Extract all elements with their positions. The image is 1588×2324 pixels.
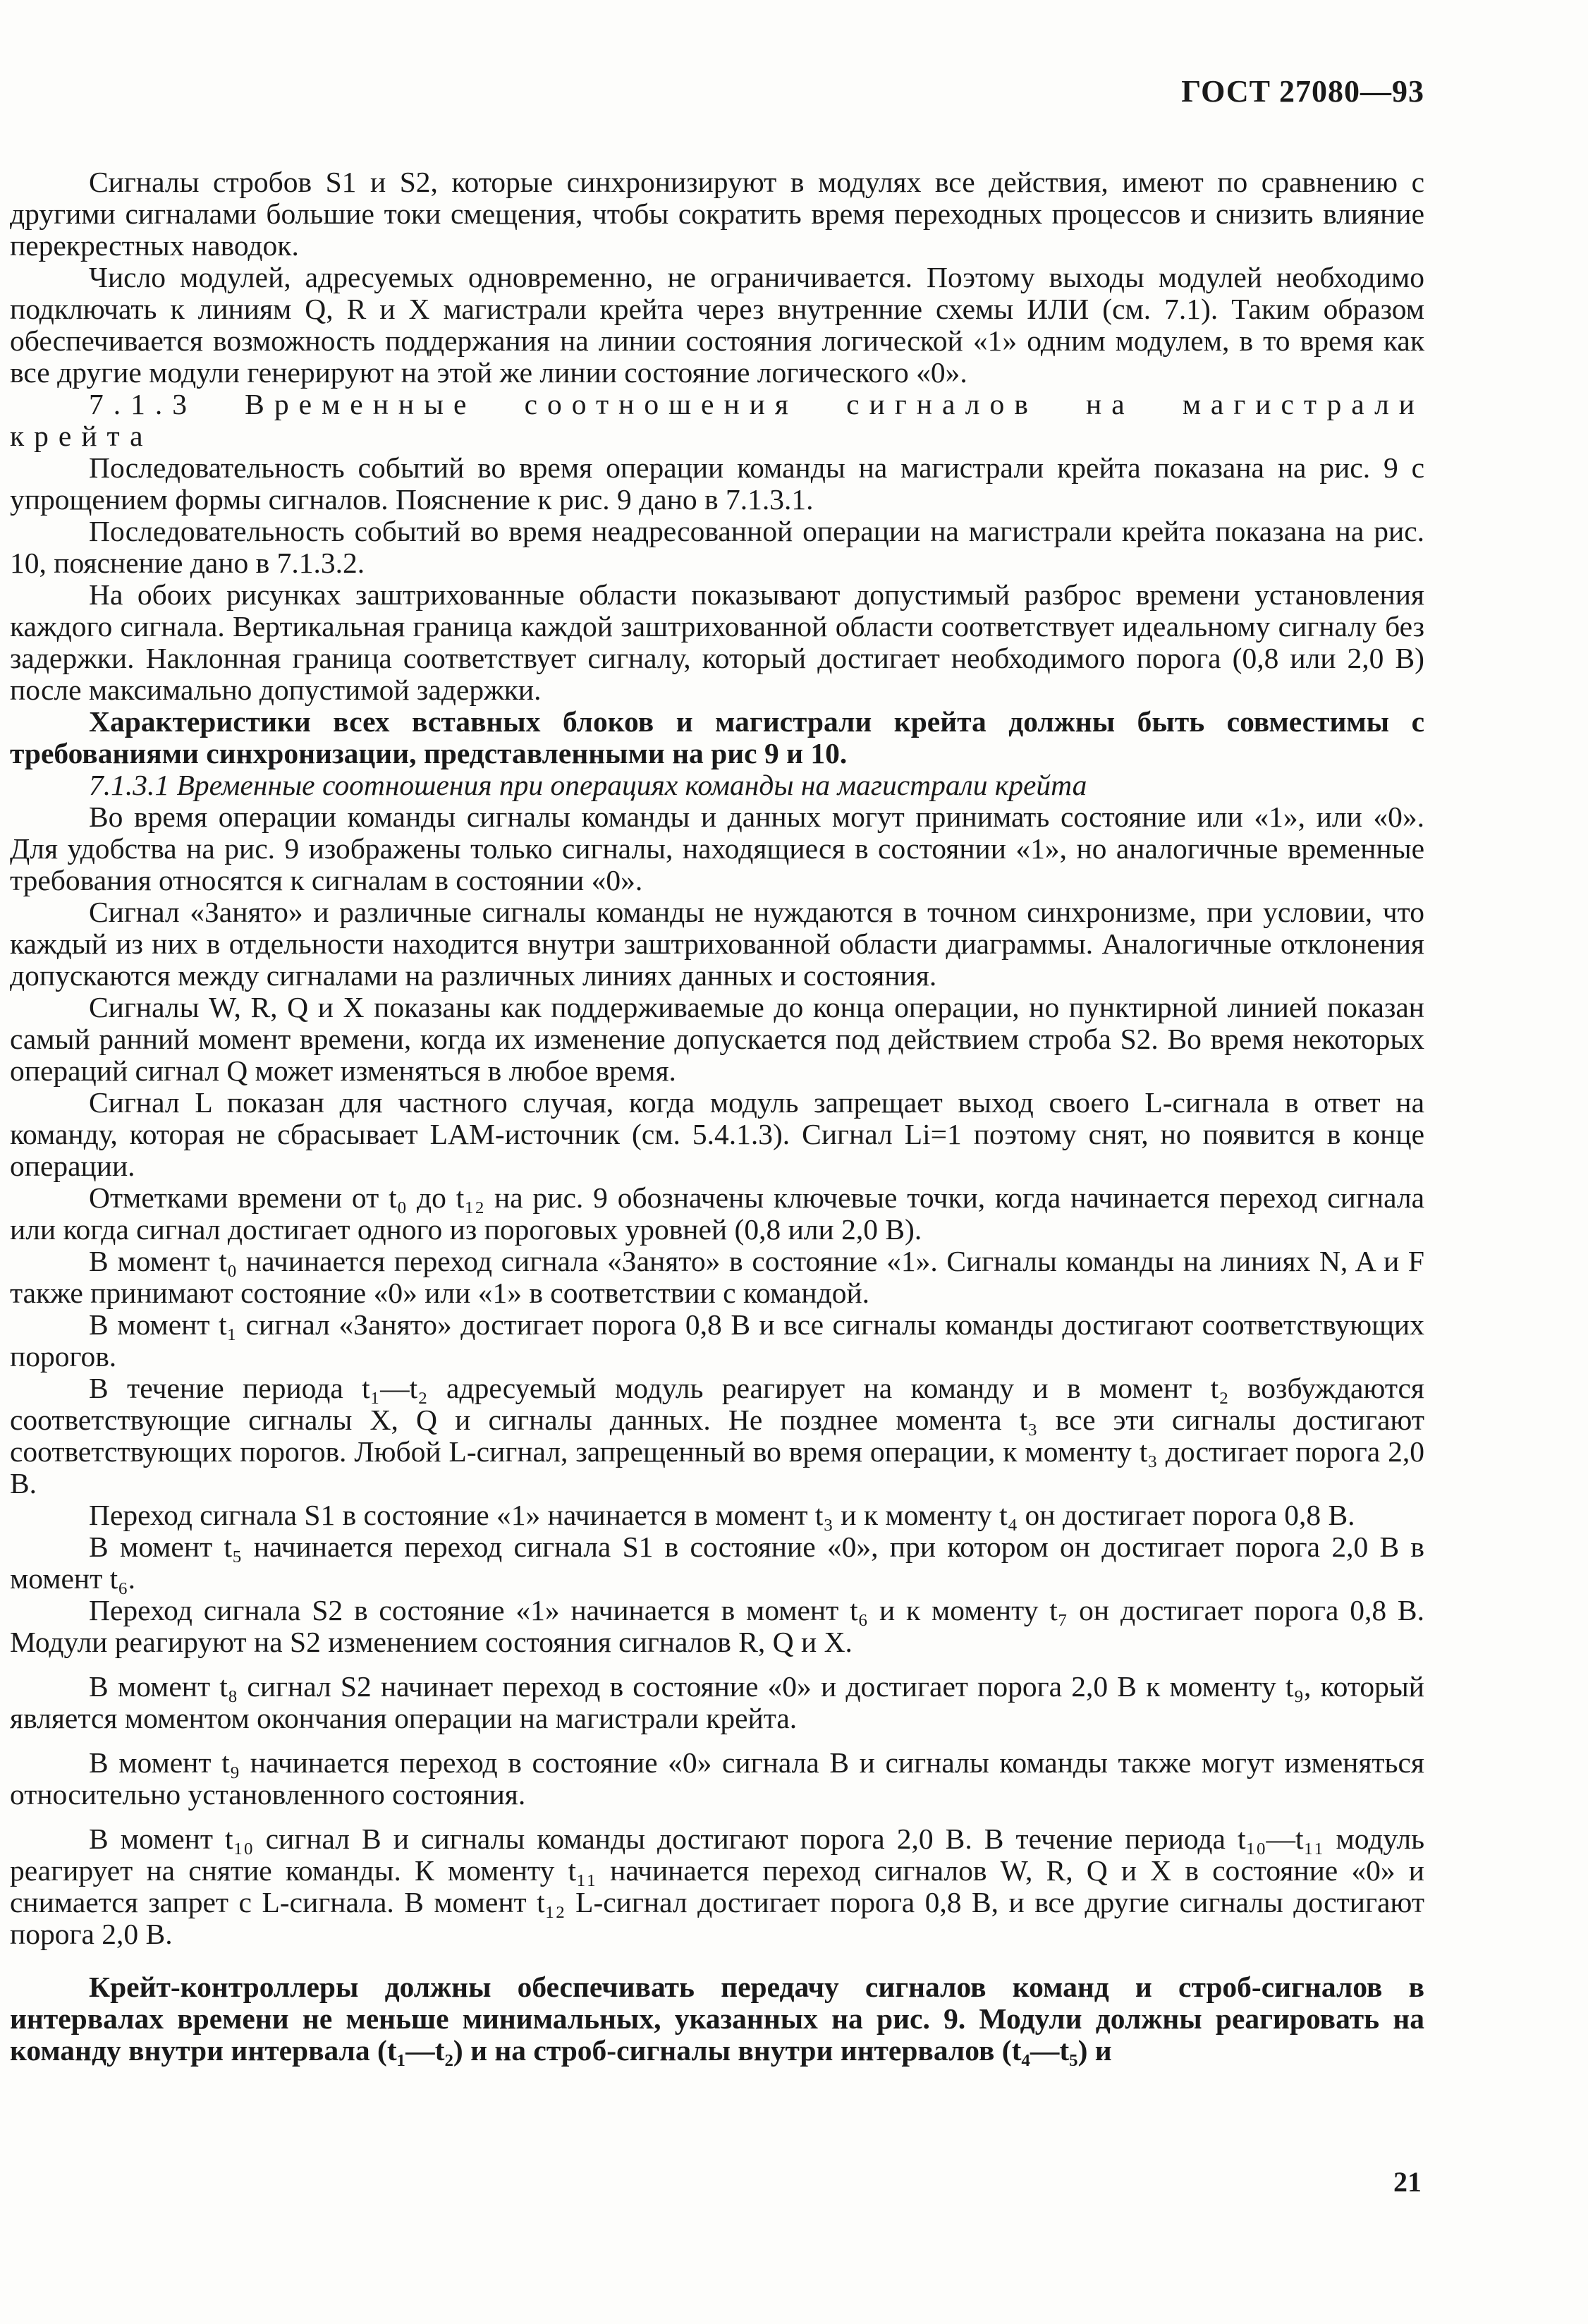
subsection-heading: 7.1.3.1 Временные соотношения при операциях команды на магистрали крейта: [89, 769, 1087, 801]
paragraph: Число модулей, адресуемых одновременно, не ограничивается. Поэтому выходы модулей необходимо подключать к линиям Q, R и X магистрали крейта через внутренние схемы ИЛИ (см. 7.1). Таким образом обеспечивается возможность поддержания на линии состояния логической «1» одним модулем, в то время как все другие модули генерируют на этой же линии состояние логического «0».: [10, 261, 1424, 389]
paragraph: Переход сигнала S2 в состояние «1» начинается в момент t₆ и к моменту t₇ он достигает порога 0,8 В. Модули реагируют на S2 изменением состояния сигналов R, Q и X.: [10, 1594, 1424, 1658]
paragraph: В момент t₀ начинается переход сигнала «Занято» в состояние «1». Сигналы команды на линиях N, A и F также принимают состояние «0» или «1» в соответствии с командой.: [10, 1245, 1424, 1309]
paragraph: Сигналы стробов S1 и S2, которые синхронизируют в модулях все действия, имеют по сравнению с другими сигналами большие токи смещения, чтобы сократить время переходных процессов и снизить влияние перекрестных наводок.: [10, 166, 1424, 262]
paragraph: В момент t₈ сигнал S2 начинает переход в состояние «0» и достигает порога 2,0 В к моменту t₉, который является моментом окончания операции на магистрали крейта.: [10, 1670, 1424, 1734]
paragraph: Последовательность событий во время неадресованной операции на магистрали крейта показана на рис. 10, пояснение дано в 7.1.3.2.: [10, 515, 1424, 579]
paragraph: В момент t₁ сигнал «Занято» достигает порога 0,8 В и все сигналы команды достигают соответствующих порогов.: [10, 1308, 1424, 1373]
paragraph: Сигналы W, R, Q и X показаны как поддерживаемые до конца операции, но пунктирной линией показан самый ранний момент времени, когда их изменение допускается под действием строба S2. Во время некоторых операций сигнал Q может изменяться в любое время.: [10, 991, 1424, 1087]
paragraph: В момент t₅ начинается переход сигнала S1 в состояние «0», при котором он достигает порога 2,0 В в момент t₆.: [10, 1531, 1424, 1595]
paragraph: Сигнал L показан для частного случая, когда модуль запрещает выход своего L-сигнала в ответ на команду, которая не сбрасывает LAM-источник (см. 5.4.1.3). Сигнал Li=1 поэтому снят, но появится в конце операции.: [10, 1086, 1424, 1182]
section-heading: 7.1.3 Временные соотношения сигналов на магистрали крейта: [10, 388, 1424, 452]
paragraph: Сигнал «Занято» и различные сигналы команды не нуждаются в точном синхронизме, при условии, что каждый из них в отдельности находится внутри заштрихованной области диаграммы. Аналогичные отклонения допускаются между сигналами на различных линиях данных и состояния.: [10, 896, 1424, 992]
page-number: 21: [1393, 2166, 1422, 2198]
paragraph: В течение периода t₁—t₂ адресуемый модуль реагирует на команду и в момент t₂ возбуждаются соответствующие сигналы X, Q и сигналы данных. Не позднее момента t₃ все эти сигналы достигают соответствующих порогов. Любой L-сигнал, запрещенный во время операции, к моменту t₃ достигает порога 2,0 В.: [10, 1372, 1424, 1499]
paragraph: На обоих рисунках заштрихованные области показывают допустимый разброс времени установления каждого сигнала. Вертикальная граница каждой заштрихованной области соответствует идеальному сигналу без задержки. Наклонная граница соответствует сигналу, который достигает необходимого порога (0,8 или 2,0 В) после максимально допустимой задержки.: [10, 578, 1424, 706]
document-body: [10, 166, 1424, 2067]
paragraph: Последовательность событий во время операции команды на магистрали крейта показана на рис. 9 с упрощением формы сигналов. Пояснение к рис. 9 дано в 7.1.3.1.: [10, 451, 1424, 516]
paragraph: Во время операции команды сигналы команды и данных могут принимать состояние или «1», или «0». Для удобства на рис. 9 изображены только сигналы, находящиеся в состоянии «1», но аналогичные временные требования относятся к сигналам в состоянии «0».: [10, 801, 1424, 896]
paragraph: Отметками времени от t₀ до t₁₂ на рис. 9 обозначены ключевые точки, когда начинается переход сигнала или когда сигнал достигает одного из пороговых уровней (0,8 или 2,0 В).: [10, 1181, 1424, 1246]
paragraph: В момент t₁₀ сигнал B и сигналы команды достигают порога 2,0 В. В течение периода t₁₀—t₁₁ модуль реагирует на снятие команды. К моменту t₁₁ начинается переход сигналов W, R, Q и X в состояние «0» и снимается запрет с L-сигнала. В момент t₁₂ L-сигнал достигает порога 0,8 В, и все другие сигналы достигают порога 2,0 В.: [10, 1823, 1424, 1950]
paragraph: В момент t₉ начинается переход в состояние «0» сигнала B и сигналы команды также могут изменяться относительно установленного состояния.: [10, 1746, 1424, 1811]
paragraph: Переход сигнала S1 в состояние «1» начинается в момент t₃ и к моменту t₄ он достигает порога 0,8 В.: [89, 1499, 1355, 1531]
bold-requirement: Крейт-контроллеры должны обеспечивать передачу сигналов команд и строб-сигналов в интервалах времени не меньше минимальных, указанных на рис. 9. Модули должны реагировать на команду внутри интервала (t₁—t₂) и на строб-сигналы внутри интервалов (t₄—t₅) и: [10, 1971, 1424, 2067]
page-header: ГОСТ 27080—93: [1181, 74, 1424, 109]
bold-requirement: Характеристики всех вставных блоков и магистрали крейта должны быть совместимы с требованиями синхронизации, представленными на рис 9 и 10.: [10, 705, 1424, 769]
